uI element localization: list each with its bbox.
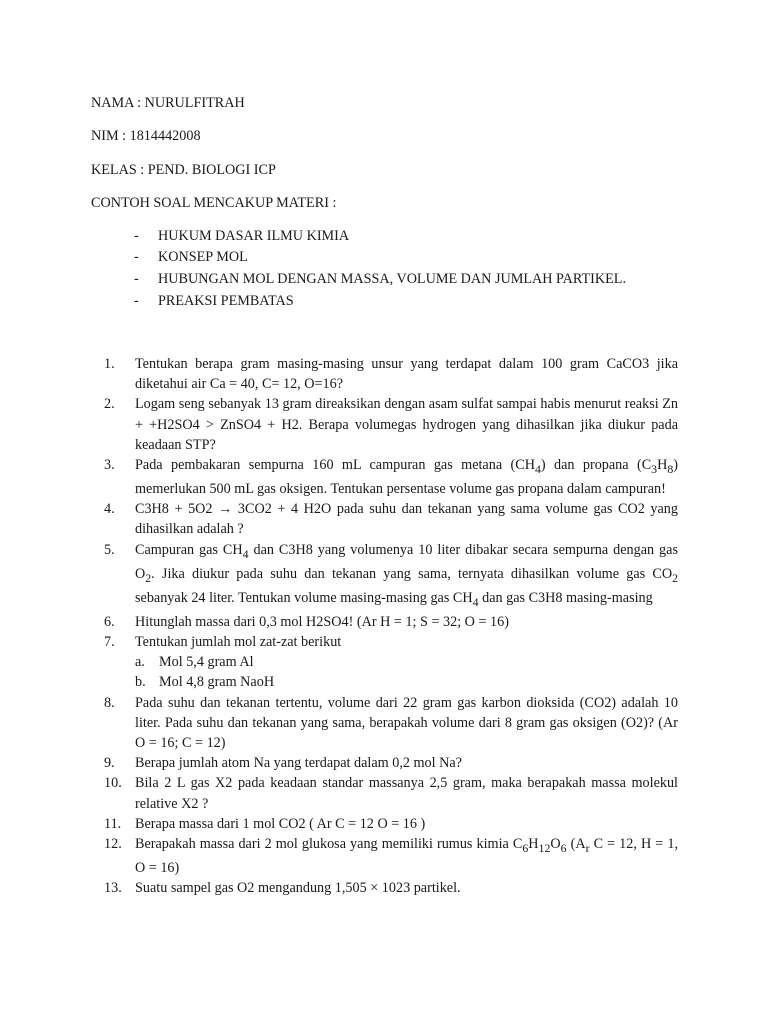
topic-item: - KONSEP MOL	[134, 249, 248, 265]
sub-letter: a.	[135, 654, 145, 671]
question-list	[104, 354, 678, 898]
question-text: Pada pembakaran sempurna 160 mL campuran gas metana $(CH_4)$ dan propana $(C_3H_8)$ memerlukan 500 mL gas oksigen. Tentukan persentase volume gas propana dalam campuran!	[135, 457, 678, 498]
topic-label: KONSEP MOL	[158, 249, 248, 265]
section-title: CONTOH SOAL MENCAKUP MATERI :	[91, 195, 337, 211]
sub-text: Mol 4,8 gram NaoH	[159, 674, 275, 691]
question-item	[104, 693, 678, 754]
question-item	[104, 499, 678, 539]
question-text: Campuran gas $CH_4$ dan C3H8 yang volumenya 10 liter dibakar secara sempurna dengan gas $O_2$. Jika diukur pada suhu dan tekanan yang sama, ternyata dihasilkan volume gas $CO_2$ sebanyak 24 liter. Tentukan volume masing-masing gas $CH_4$ dan gas C3H8 masing-masing	[135, 541, 678, 609]
question-item	[104, 455, 678, 499]
question-number: 3.	[104, 457, 115, 474]
question-number: 2.	[104, 396, 115, 413]
question-text: Hitunglah massa dari 0,3 mol H2SO4! (Ar H = 1; S = 32; O = 16)	[135, 613, 509, 630]
student-nim: NIM : 1814442008	[91, 128, 201, 144]
question-number: 4.	[104, 501, 115, 518]
topic-label: PREAKSI PEMBATAS	[158, 293, 294, 309]
question-item	[104, 394, 678, 455]
question-number: 5.	[104, 541, 115, 558]
question-text: Pada suhu dan tekanan tertentu, volume dari 22 gram gas karbon dioksida (CO2) adalah 10 liter. Pada suhu dan tekanan yang sama, berapakah volume dari 8 gram gas oksigen (O2)? (Ar O = 16; C = 12)	[135, 694, 678, 751]
question-text: Berapa massa dari 1 mol CO2 ( Ar C = 12 O = 16 )	[135, 815, 426, 832]
question-item	[104, 878, 678, 898]
question-item	[104, 632, 678, 693]
question-text: Tentukan berapa gram masing-masing unsur yang terdapat dalam 100 gram CaCO3 jika diketahui air Ca = 40, C= 12, O=16?	[135, 356, 678, 393]
question-number: 1.	[104, 356, 115, 372]
question-item	[104, 834, 678, 878]
sub-item	[135, 652, 678, 672]
student-name: NAMA : NURULFITRAH	[91, 95, 245, 111]
question-item	[104, 354, 678, 394]
question-item	[104, 814, 678, 834]
question-number: 13.	[104, 880, 122, 897]
topic-label: HUBUNGAN MOL DENGAN MASSA, VOLUME DAN JUMLAH PARTIKEL.	[158, 271, 627, 287]
question-text: Berapa jumlah atom Na yang terdapat dalam 0,2 mol Na?	[135, 755, 462, 772]
question-number: 7.	[104, 633, 115, 650]
question-number: 10.	[104, 775, 122, 792]
question-text: Berapakah massa dari 2 mol glukosa yang memiliki rumus kimia $C_6H_{12}O_6$ ($A_r$ C = 12, H = 1, O = 16)	[135, 835, 678, 877]
question-text: Tentukan jumlah mol zat-zat berikut	[135, 633, 342, 650]
sub-item	[135, 672, 678, 692]
question-item	[104, 612, 678, 632]
question-text: Suatu sampel gas O2 mengandung 1,505 × 1023 partikel.	[135, 880, 461, 897]
question-number: 9.	[104, 755, 115, 772]
student-class: KELAS : PEND. BIOLOGI ICP	[91, 162, 276, 178]
question-number: 6.	[104, 613, 115, 630]
question-item	[104, 540, 678, 612]
question-number: 12.	[104, 835, 122, 852]
question-text: C3H8 + 5O2 → 3CO2 + 4 H2O pada suhu dan tekanan yang sama volume gas CO2 yang dihasilkan adalah ?	[135, 501, 678, 538]
question-text: Bila 2 L gas X2 pada keadaan standar massanya 2,5 gram, maka berapakah massa molekul relative X2 ?	[135, 775, 678, 812]
topic-item: - HUBUNGAN MOL DENGAN MASSA, VOLUME DAN JUMLAH PARTIKEL.	[134, 271, 627, 287]
question-number: 8.	[104, 694, 115, 711]
question-text: Logam seng sebanyak 13 gram direaksikan dengan asam sulfat sampai habis menurut reaksi Zn + +H2SO4 > ZnSO4 + H2. Berapa volumegas hydrogen yang dihasilkan jika diukur pada keadaan STP?	[135, 396, 678, 453]
sub-text: Mol 5,4 gram Al	[159, 654, 254, 671]
topic-label: HUKUM DASAR ILMU KIMIA	[158, 228, 350, 244]
topic-item: - PREAKSI PEMBATAS	[134, 293, 294, 309]
topic-item: - HUKUM DASAR ILMU KIMIA	[134, 228, 350, 244]
question-number: 11.	[104, 815, 122, 832]
question-item	[104, 773, 678, 813]
sub-letter: b.	[135, 674, 146, 691]
question-item	[104, 753, 678, 773]
